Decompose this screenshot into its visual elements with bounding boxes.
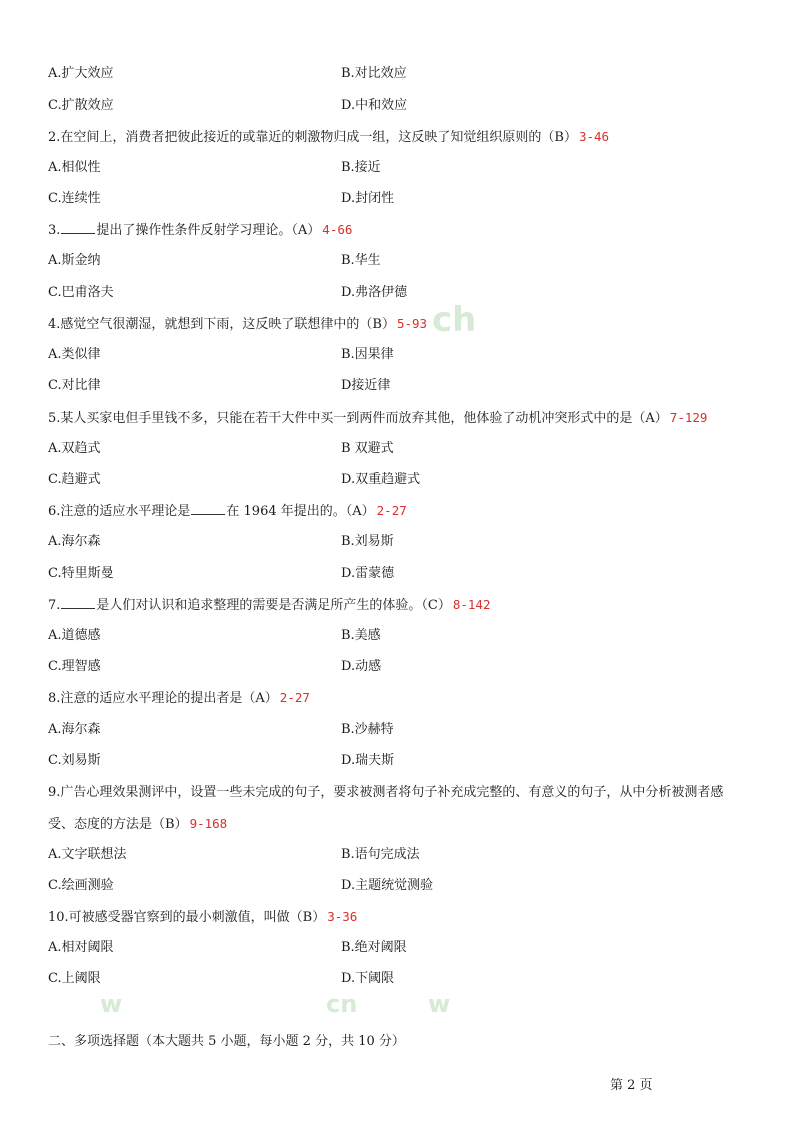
question-text: 10.可被感受器官察到的最小刺激值，叫做（B） [48,910,326,925]
watermark: cn [326,990,358,1018]
option-d: D.雷蒙德 [341,566,395,581]
watermark: ch [432,300,477,340]
option-a: A.海尔森 [48,534,101,549]
textbook-reference: 4-66 [322,222,353,237]
option-d: D.下阈限 [341,971,395,986]
textbook-reference: 3-46 [578,129,610,144]
option-a: A.道德感 [48,628,101,643]
question-text: 5.某人买家电但手里钱不多，只能在若干大件中买一到两件而放弃其他，他体验了动机冲突形式中的是（A） [48,411,668,426]
option-b: B.因果律 [341,347,394,362]
option-b: B.华生 [341,253,381,268]
question-text: 是人们对认识和追求整理的需要是否满足所产生的体验。（C） [96,598,451,613]
question-7-options-row1 [48,626,754,646]
option-d: D.封闭性 [341,191,395,206]
question-3-options-row1 [48,251,754,271]
question-5-options-row1 [48,439,754,459]
question-text: 提出了操作性条件反射学习理论。（A） [96,223,321,238]
watermark: w [100,990,123,1018]
question-text: 2.在空间上，消费者把彼此接近的或靠近的刺激物归成一组，这反映了知觉组织原则的（B） [48,130,577,145]
textbook-reference: 7-129 [669,410,708,425]
textbook-reference: 2-27 [376,503,407,518]
option-c: C.绘画测验 [48,878,114,893]
question-number: 3. [48,223,61,238]
question-8-options-row2 [48,751,754,771]
question-6-options-row1 [48,532,754,552]
option-d: D.双重趋避式 [341,472,421,487]
option-c: C.连续性 [48,191,101,206]
option-c: C.上阈限 [48,971,101,986]
question-9-options-row1 [48,845,754,865]
question-4-options-row1 [48,345,754,365]
question-7-stem [48,595,754,615]
option-c: C.特里斯曼 [48,566,114,581]
option-a: A.斯金纳 [48,253,101,268]
textbook-reference: 5-93 [396,316,428,331]
textbook-reference: 9-168 [189,816,228,831]
option-b: B.刘易斯 [341,534,394,549]
answer-blank [61,221,95,234]
question-4-stem [48,314,754,334]
page-number: 第 2 页 [610,1078,653,1093]
question-10-stem [48,907,754,927]
question-2-stem [48,127,754,147]
question-5-stem [48,408,754,428]
option-c: C.趋避式 [48,472,101,487]
option-c: C.扩散效应 [48,98,114,113]
option-c: C.对比律 [48,378,101,393]
question-3-options-row2 [48,283,754,303]
question-9-options-row2 [48,876,754,896]
option-d: D.中和效应 [341,98,408,113]
option-c: C.巴甫洛夫 [48,285,114,300]
answer-blank [191,502,225,515]
option-d: D.主题统觉测验 [341,878,434,893]
watermark: w [428,990,451,1018]
question-3-stem [48,220,754,240]
question-6-options-row2 [48,564,754,584]
option-d: D.瑞夫斯 [341,753,395,768]
section-heading: 二、多项选择题（本大题共 5 小题，每小题 2 分，共 10 分） [48,1034,405,1049]
option-d: D.弗洛伊德 [341,285,408,300]
option-b: B.对比效应 [341,66,407,81]
question-7-options-row2 [48,657,754,677]
question-text: 4.感觉空气很潮湿，就想到下雨，这反映了联想律中的（B） [48,317,395,332]
question-4-options-row2 [48,376,754,396]
option-b: B.绝对阈限 [341,940,407,955]
option-b: B 双避式 [341,441,394,456]
question-text: 8.注意的适应水平理论的提出者是（A） [48,691,278,706]
textbook-reference: 2-27 [279,690,310,705]
question-8-stem [48,688,754,708]
question-5-options-row2 [48,470,754,490]
option-b: B.美感 [341,628,381,643]
question-1-options-row1 [48,64,754,84]
textbook-reference: 3-36 [327,909,358,924]
option-a: A.双趋式 [48,441,101,456]
question-text: 在 1964 年提出的。（A） [226,504,375,519]
option-a: A.扩大效应 [48,66,114,81]
question-number: 7. [48,598,61,613]
option-d: D.动感 [341,659,382,674]
option-a: A.海尔森 [48,722,101,737]
question-2-options-row2 [48,189,754,209]
option-a: A.相似性 [48,160,101,175]
textbook-reference: 8-142 [452,597,491,612]
option-c: C.刘易斯 [48,753,101,768]
option-a: A.相对阈限 [48,940,114,955]
option-b: B.语句完成法 [341,847,420,862]
question-6-stem [48,501,754,521]
option-d: D接近律 [341,378,391,393]
option-a: A.类似律 [48,347,101,362]
option-b: B.沙赫特 [341,722,394,737]
question-text: 6.注意的适应水平理论是 [48,504,191,519]
question-8-options-row1 [48,720,754,740]
option-b: B.接近 [341,160,381,175]
question-10-options-row1 [48,938,754,958]
question-10-options-row2 [48,969,754,989]
answer-blank [61,596,95,609]
option-a: A.文字联想法 [48,847,127,862]
question-text: 9.广告心理效果测评中，设置一些未完成的句子，要求被测者将句子补充成完整的、有意义的句子，从中分析被测者感受、态度的方法是（B） [48,785,724,832]
option-c: C.理智感 [48,659,101,674]
question-1-options-row2 [48,96,754,116]
question-2-options-row1 [48,158,754,178]
question-9-stem [48,777,748,840]
